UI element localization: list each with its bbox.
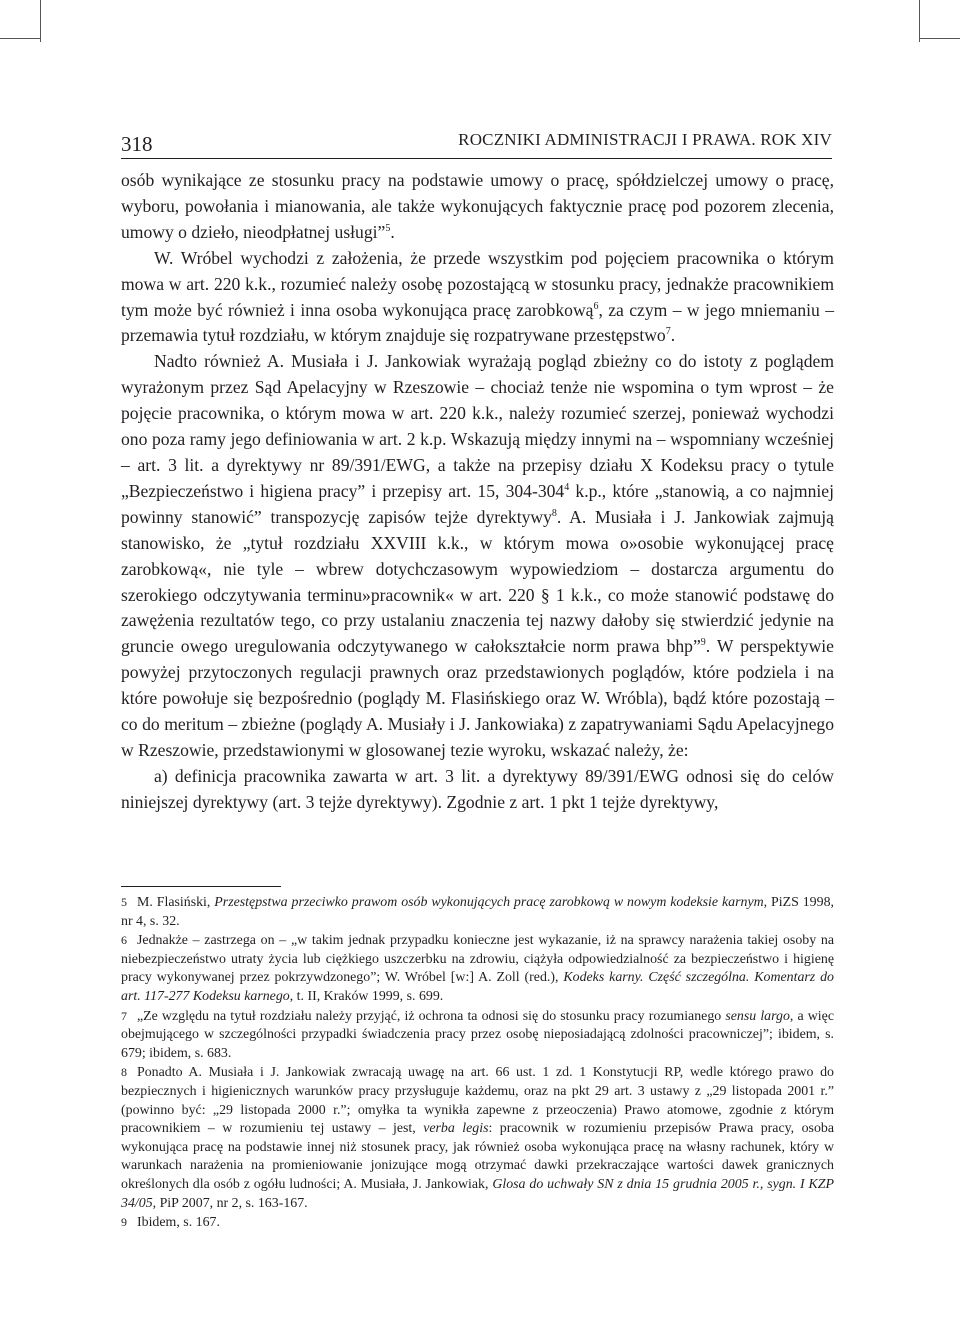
text-run: , a więc obejmującego w szczególności przypadki świadczenia pracy przez osobę nieposiadającą zdolności pracowniczej”; ibidem, s. 679; ibidem, s. 683. [121, 1008, 834, 1061]
crop-mark-right-h [920, 38, 960, 39]
main-text [121, 168, 834, 816]
footnote-6 [121, 931, 834, 1006]
text-run: Jednakże – zastrzega on – „w takim jednak przypadku konieczne jest wykazanie, iż na sprawcy narażenia takiej osoby na niebezpieczeństwo utraty życia lub ciężkiego uszczerbku na zdrowiu, ciążyła odpowiedzialność za bezpieczeństwo i higienę pracy wykonywanej przez pokrzywdzonego”; W. Wróbel [w:] A. Zoll (red.), [121, 933, 834, 986]
crop-mark-right [919, 0, 920, 42]
text-run: „Ze względu na tytuł rozdziału należy przyjąć, iż ochrona ta odnosi się do stosunku pracy rozumianego [137, 1008, 726, 1024]
text-run: M. Flasiński, [137, 895, 215, 910]
text-run: , t. II, Kraków 1999, s. 699. [289, 988, 444, 1004]
footnote-number: 9 [121, 1215, 127, 1230]
paragraph-4: a) definicja pracownika zawarta w art. 3 lit. a dyrektywy 89/391/EWG odnosi się do celów niniejszej dyrektywy (art. 3 tejże dyrektywy). Zgodnie z art. 1 pkt 1 tejże dyrektywy, [121, 765, 834, 812]
italic-term: verba legis [423, 1121, 489, 1137]
text-run: Ibidem, s. 167. [137, 1215, 220, 1231]
italic-title: Przestępstwa przeciwko prawom osób wykonujących pracę zarobkową w nowym kodeksie karnym [214, 895, 764, 910]
page-number: 318 [121, 132, 153, 156]
text-run: , za czym – w jego mniemaniu – przemawia tytuł rozdziału, w którym znajduje się rozpatrywane przestępstwo [121, 299, 834, 346]
footnote-ref: 5 [385, 222, 391, 234]
footnote-ref: 6 [593, 300, 599, 312]
paragraph-1 [121, 168, 834, 246]
paragraph-3 [121, 349, 834, 764]
text-run: . [670, 325, 676, 346]
superscript: 4 [564, 481, 570, 493]
text-run: Ponadto A. Musiała i J. Jankowiak zwracają uwagę na art. 66 ust. 1 zd. 1 Konstytucji RP, wedle którego prawo do bezpiecznych i higienicznych warunków pracy przysługuje każdemu, oraz na pkt 29 art. 3 ustawy z „29 listopada 2001 r.” (powinno być: „29 listopada 2000 r.”; omyłka ta wynikła zapewne z przeoczenia) Prawo atomowe, zgodnie z którym pracownikiem – w rozumieniu tej ustawy – jest, [121, 1065, 834, 1137]
paragraph-2 [121, 246, 834, 350]
footnote-5 [121, 893, 834, 931]
footnote-ref: 8 [551, 507, 557, 519]
text-run: , PiZS 1998, nr 4, s. 32. [121, 895, 834, 929]
footnote-number: 8 [121, 1065, 127, 1080]
footnote-9 [121, 1213, 834, 1233]
page-header [121, 126, 832, 159]
italic-term: sensu largo [725, 1008, 790, 1024]
footnote-8 [121, 1063, 834, 1213]
footnote-ref: 9 [700, 637, 706, 649]
footnote-ref: 7 [665, 326, 671, 338]
running-head: ROCZNIKI ADMINISTRACJI I PRAWA. ROK XIV [458, 130, 832, 149]
footnote-7 [121, 1007, 834, 1064]
text-run: k.p., które „stanowią, a co najmniej powinny stanowić” transpozycję zapisów tejże dyrektywy [121, 480, 835, 527]
text-run: Nadto również A. Musiała i J. Jankowiak wyrażają pogląd zbieżny co do istoty z poglądem wyrażonym przez Sąd Apelacyjny w Rzeszowie – chociaż tenże nie wspomina o tym wprost – że pojęcie pracownika, o którym mowa w art. 220 k.k., należy rozumieć szerzej, ponieważ wychodzi ono poza ramy jego definiowania w art. 2 k.p. Wskazują między innymi na – wspomniany wcześniej – art. 3 lit. a dyrektywy nr 89/391/EWG, a także na przepisy działu X Kodeksu pracy o tytule „Bezpieczeństwo i higiena pracy” i przepisy art. 15, 304-304 [121, 351, 834, 501]
footnote-number: 7 [121, 1008, 127, 1023]
text-run: . A. Musiała i J. Jankowiak zajmują stanowisko, że „tytuł rozdziału XXVIII k.k., w którym mowa o»osobie wykonującej pracę zarobkową«, nie tyle – wbrew dotychczasowym wypowiedziom – dostarcza argumentu do szerokiego odczytywania terminu»pracownik« w art. 220 § 1 k.k., co może stanowić podstawę do zawężenia rezultatów tego, co przy ustalaniu znaczenia tej nazwy dałoby się stwierdzić jedynie na gruncie owego uregulowania odczytywanego w całokształcie norm prawa bhp” [121, 506, 834, 657]
italic-title: Glosa do uchwały SN z dnia 15 grudnia 2005 r., sygn. I KZP 34/05 [121, 1176, 834, 1211]
footnotes [121, 893, 834, 1233]
footnote-number: 6 [121, 933, 127, 948]
italic-title: Kodeks karny. Część szczególna. Komentarz do art. 117-277 Kodeksu karnego [121, 970, 834, 1004]
text-run: . W perspektywie powyżej przytoczonych regulacji prawnych oraz przedstawionych poglądów, które podziela i na które powołuje się bezpośrednio (poglądy M. Flasińskiego oraz W. Wróbla), bądź które pozostają – co do meritum – zbieżne (poglądy A. Musiały i J. Jankowiaka) z zapatrywaniami Sądu Apelacyjnego w Rzeszowie, przedstawionymi w glosowanej tezie wyroku, wskazać należy, że: [121, 636, 834, 760]
crop-mark-left [40, 0, 41, 42]
text-run: . [390, 221, 395, 242]
crop-mark-left-h [0, 38, 40, 39]
footnote-separator [121, 886, 281, 887]
footnote-number: 5 [121, 895, 127, 909]
text-run: : pracownik w rozumieniu przepisów Prawa pracy, osoba wykonująca pracę na podstawie innej niż stosunek pracy, jak również osoba wykonująca pracę na własny rachunek, który w warunkach narażenia na promieniowanie jonizujące mogą otrzymać dawki przekraczające wartości dawek granicznych określonych dla osób z ogółu ludności; A. Musiała, J. Jankowiak, [121, 1121, 835, 1192]
text-run: osób wynikające ze stosunku pracy na podstawie umowy o pracę, spółdzielczej umowy o pracę, wyboru, powołania i mianowania, ale także wykonujących faktycznie pracę pod pozorem zlecenia, umowy o dzieło, nieodpłatnej usługi” [121, 170, 834, 242]
text-run: , PiP 2007, nr 2, s. 163-167. [152, 1195, 308, 1211]
text-run: W. Wróbel wychodzi z założenia, że przede wszystkim pod pojęciem pracownika o którym mowa w art. 220 k.k., rozumieć należy osobę pozostającą w stosunku pracy, jednakże pracownikiem tym może być również i inna osoba wykonująca pracę zarobkową [121, 247, 834, 320]
